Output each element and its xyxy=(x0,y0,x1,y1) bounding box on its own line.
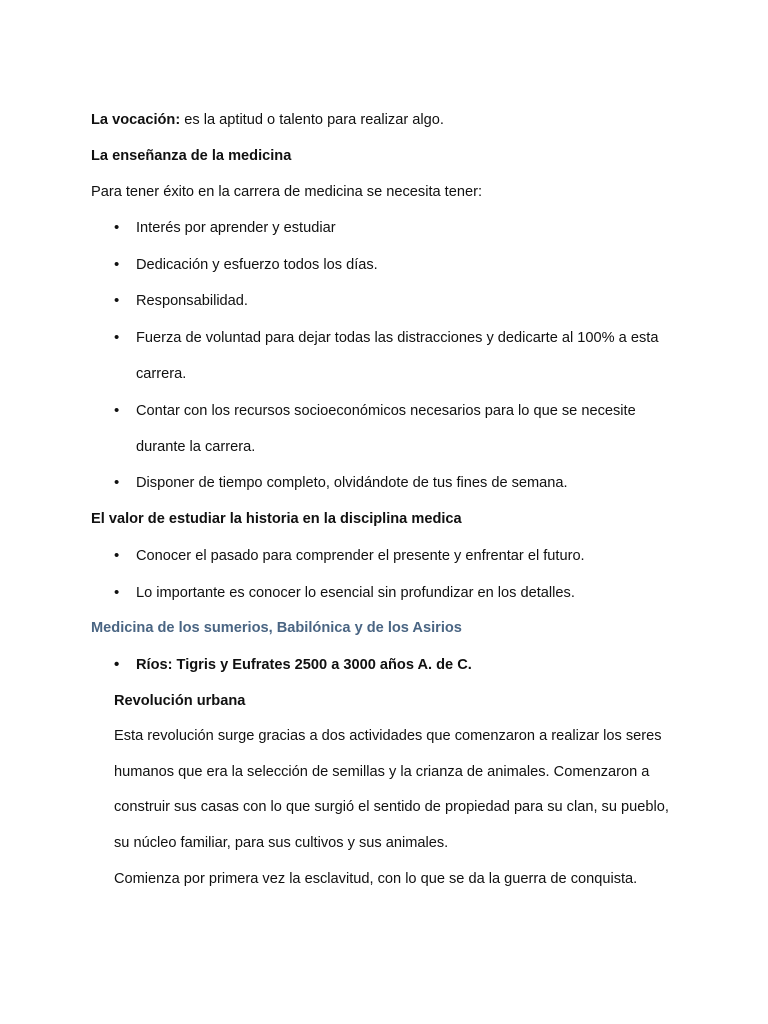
bullet-marker: • xyxy=(114,656,120,673)
bullet-marker: • xyxy=(114,474,120,491)
revolucion-line: construir sus casas con lo que surgió el sentido de propiedad para su clan, su pueblo, xyxy=(114,799,669,815)
revolucion-line: humanos que era la selección de semillas y la crianza de animales. Comenzaron a xyxy=(114,764,650,780)
heading-valor: El valor de estudiar la historia en la disciplina medica xyxy=(91,511,462,527)
revolucion-line: Esta revolución surge gracias a dos actividades que comenzaron a realizar los seres xyxy=(114,728,662,744)
vocacion-paragraph xyxy=(91,111,444,129)
heading-revolucion: Revolución urbana xyxy=(114,693,246,709)
bullet-marker: • xyxy=(114,292,120,309)
list-item: Lo importante es conocer lo esencial sin profundizar en los detalles. xyxy=(136,585,575,601)
list-item: Fuerza de voluntad para dejar todas las distracciones y dedicarte al 100% a esta xyxy=(136,330,659,346)
list-item: Disponer de tiempo completo, olvidándote de tus fines de semana. xyxy=(136,475,568,491)
list-item: Contar con los recursos socioeconómicos necesarios para lo que se necesite xyxy=(136,403,636,419)
list-item-continuation: durante la carrera. xyxy=(136,439,256,455)
intro-paragraph: Para tener éxito en la carrera de medicina se necesita tener: xyxy=(91,184,483,200)
list-item: Conocer el pasado para comprender el presente y enfrentar el futuro. xyxy=(136,548,585,564)
list-item-continuation: carrera. xyxy=(136,366,187,382)
heading-sumerios: Medicina de los sumerios, Babilónica y de los Asirios xyxy=(91,620,462,636)
bullet-marker: • xyxy=(114,547,120,564)
list-item: Responsabilidad. xyxy=(136,293,248,309)
bullet-marker: • xyxy=(114,584,120,601)
list-item-rios: Ríos: Tigris y Eufrates 2500 a 3000 años A. de C. xyxy=(136,657,472,673)
list-item: Interés por aprender y estudiar xyxy=(136,220,336,236)
bullet-marker: • xyxy=(114,256,120,273)
list-item: Dedicación y esfuerzo todos los días. xyxy=(136,257,378,273)
heading-ensenanza: La enseñanza de la medicina xyxy=(91,148,292,164)
vocacion-definition: es la aptitud o talento para realizar algo. xyxy=(180,112,444,128)
bullet-marker: • xyxy=(114,219,120,236)
revolucion-line: su núcleo familiar, para sus cultivos y sus animales. xyxy=(114,835,449,851)
revolucion-line: Comienza por primera vez la esclavitud, con lo que se da la guerra de conquista. xyxy=(114,871,638,887)
bullet-marker: • xyxy=(114,329,120,346)
bullet-marker: • xyxy=(114,402,120,419)
vocacion-term: La vocación: xyxy=(91,112,181,128)
